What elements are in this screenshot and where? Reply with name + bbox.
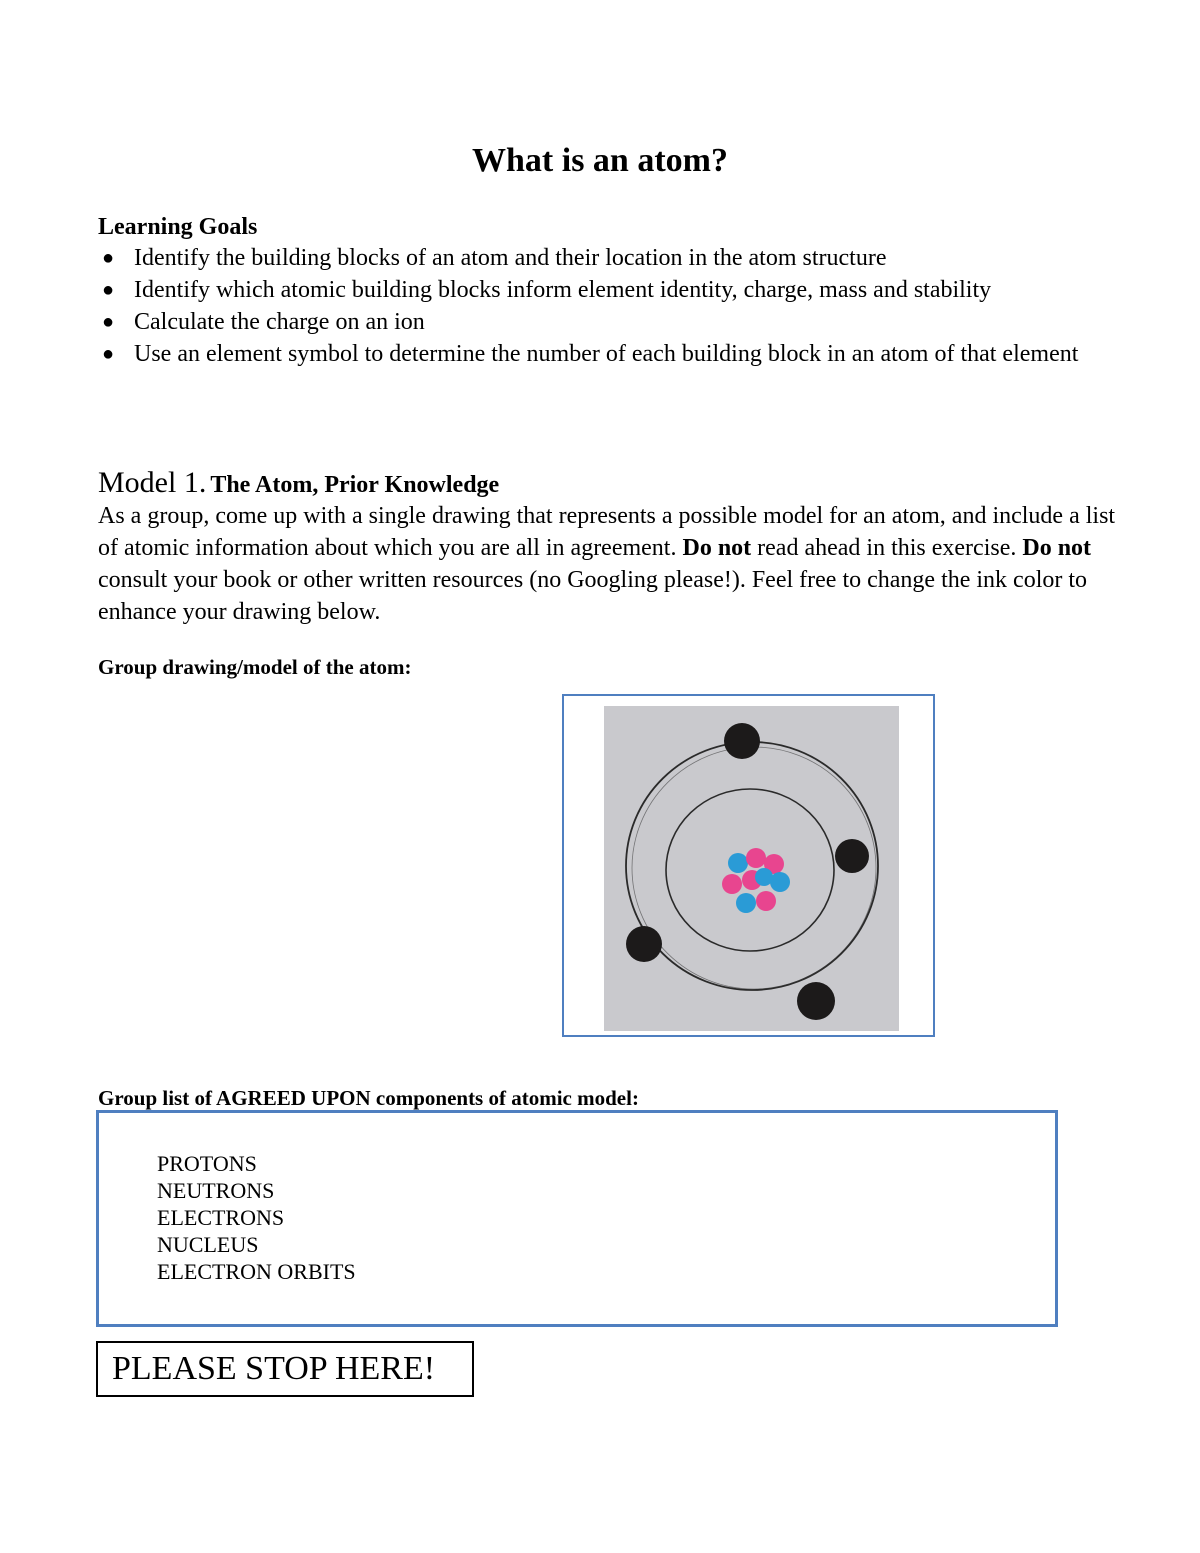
do-not-emphasis: Do not bbox=[682, 535, 752, 561]
list-item: NUCLEUS bbox=[157, 1232, 259, 1257]
list-item: ● Identify which atomic building blocks inform element identity, charge, mass and stability bbox=[98, 274, 1098, 306]
proton bbox=[746, 848, 766, 868]
list-item: ELECTRONS bbox=[157, 1205, 285, 1230]
electron bbox=[797, 982, 835, 1020]
components-box bbox=[96, 1110, 1058, 1327]
list-item: PROTONS bbox=[157, 1151, 257, 1176]
learning-goals-heading: Learning Goals bbox=[98, 214, 258, 240]
neutron bbox=[728, 853, 748, 873]
proton bbox=[756, 891, 776, 911]
list-item: NEUTRONS bbox=[157, 1178, 275, 1203]
drawing-label: Group drawing/model of the atom: bbox=[98, 655, 412, 679]
list-item: ● Calculate the charge on an ion bbox=[98, 306, 1098, 338]
proton bbox=[722, 874, 742, 894]
electron bbox=[626, 926, 662, 962]
atom-drawing-frame bbox=[562, 694, 935, 1037]
do-not-emphasis: Do not bbox=[1022, 535, 1092, 561]
components-list bbox=[157, 1150, 356, 1285]
atom-drawing-photo bbox=[604, 706, 899, 1031]
learning-goals-list bbox=[98, 242, 1098, 370]
electron bbox=[724, 723, 760, 759]
bullet-icon: ● bbox=[101, 247, 115, 269]
neutron bbox=[770, 872, 790, 892]
model-subtitle: The Atom, Prior Knowledge bbox=[210, 472, 500, 498]
list-item: ELECTRON ORBITS bbox=[157, 1259, 356, 1284]
list-item: ● Identify the building blocks of an atom and their location in the atom structure bbox=[98, 242, 1098, 274]
model-number: Model 1. bbox=[98, 466, 207, 499]
instructions-paragraph: As a group, come up with a single drawing that represents a possible model for an atom, and include a list of atomic information about which you are all in agreement. Do not read ahead in this exercise. Do not consult your book or other written resources (no Googling please!). Feel free to change the ink color to enhance your drawing below. bbox=[98, 503, 1116, 625]
components-list-label: Group list of AGREED UPON components of atomic model: bbox=[98, 1086, 639, 1110]
bullet-icon: ● bbox=[101, 343, 115, 365]
neutron bbox=[736, 893, 756, 913]
list-item: ● Use an element symbol to determine the number of each building block in an atom of that element bbox=[98, 338, 1098, 370]
stop-notice: PLEASE STOP HERE! bbox=[96, 1341, 474, 1397]
electron bbox=[835, 839, 869, 873]
bullet-icon: ● bbox=[101, 279, 115, 301]
bullet-icon: ● bbox=[101, 311, 115, 333]
page-title: What is an atom? bbox=[472, 142, 728, 179]
